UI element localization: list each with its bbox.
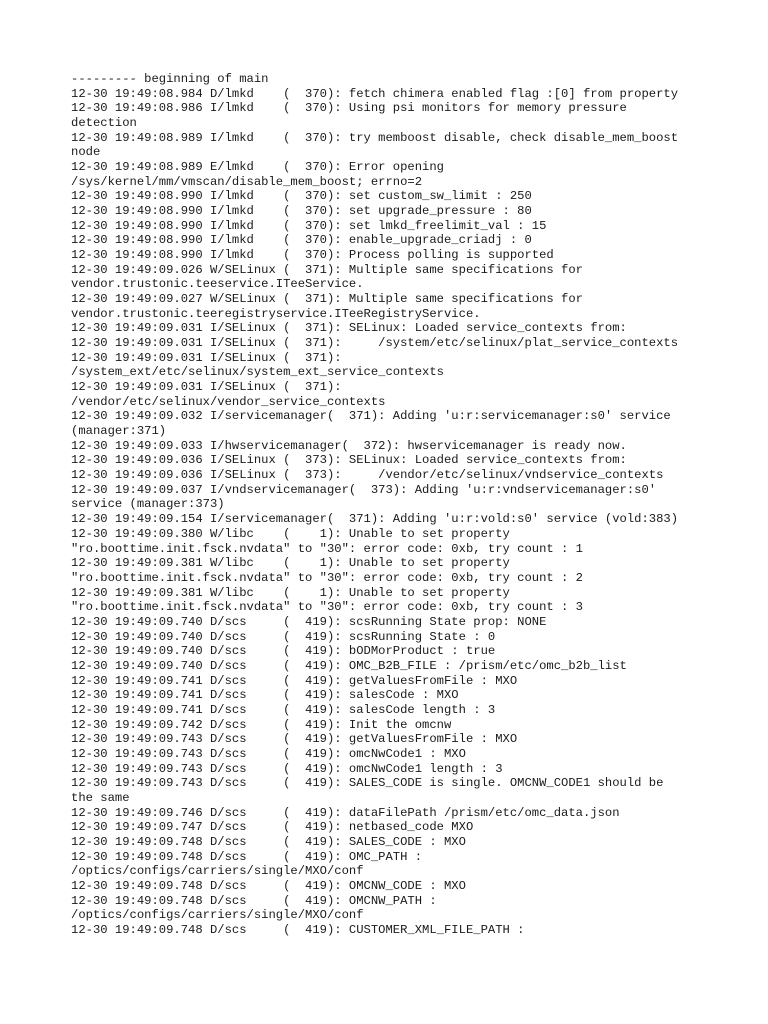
log-line: 12-30 19:49:09.036 I/SELinux ( 373): SELinux: Loaded service_contexts from: — [71, 453, 627, 468]
log-line: 12-30 19:49:09.742 D/scs ( 419): Init the omcnw — [71, 717, 452, 732]
log-line: 12-30 19:49:09.037 I/vndservicemanager( 373): Adding 'u:r:vndservicemanager:s0' — [71, 482, 657, 497]
log-text-block — [71, 72, 701, 938]
log-line: 12-30 19:49:09.026 W/SELinux ( 371): Multiple same specifications for — [71, 262, 583, 277]
log-line: 12-30 19:49:09.740 D/scs ( 419): OMC_B2B_FILE : /prism/etc/omc_b2b_list — [71, 658, 627, 673]
log-line: 12-30 19:49:09.748 D/scs ( 419): OMCNW_PATH : — [71, 893, 437, 908]
log-line: 12-30 19:49:08.990 I/lmkd ( 370): set custom_sw_limit : 250 — [71, 189, 532, 204]
log-line: 12-30 19:49:09.031 I/SELinux ( 371): — [71, 350, 342, 365]
log-line: 12-30 19:49:09.748 D/scs ( 419): OMC_PATH : — [71, 849, 423, 864]
log-line: 12-30 19:49:09.154 I/servicemanager( 371): Adding 'u:r:vold:s0' service (vold:383) — [71, 512, 679, 527]
log-line: 12-30 19:49:09.740 D/scs ( 419): bODMorProduct : true — [71, 644, 496, 659]
log-line: 12-30 19:49:09.381 W/libc ( 1): Unable to set property — [71, 556, 510, 571]
log-line: the same — [71, 790, 130, 805]
log-line: /system_ext/etc/selinux/system_ext_service_contexts — [71, 365, 444, 380]
log-line: 12-30 19:49:09.747 D/scs ( 419): netbased_code MXO — [71, 820, 474, 835]
log-line: 12-30 19:49:09.746 D/scs ( 419): dataFilePath /prism/etc/omc_data.json — [71, 805, 620, 820]
log-line: 12-30 19:49:08.989 I/lmkd ( 370): try memboost disable, check disable_mem_boost — [71, 130, 679, 145]
log-line: vendor.trustonic.teeservice.ITeeService. — [71, 277, 364, 292]
log-line: /optics/configs/carriers/single/MXO/conf — [71, 864, 364, 879]
log-line: 12-30 19:49:09.036 I/SELinux ( 373): /vendor/etc/selinux/vndservice_contexts — [71, 468, 664, 483]
log-line: 12-30 19:49:09.380 W/libc ( 1): Unable to set property — [71, 526, 510, 541]
log-line: 12-30 19:49:08.984 D/lmkd ( 370): fetch chimera enabled flag :[0] from property — [71, 86, 679, 101]
log-line: detection — [71, 116, 137, 131]
log-line: 12-30 19:49:09.740 D/scs ( 419): scsRunning State prop: NONE — [71, 614, 547, 629]
log-line: --------- beginning of main — [71, 72, 269, 86]
log-line: 12-30 19:49:08.986 I/lmkd ( 370): Using psi monitors for memory pressure — [71, 101, 627, 116]
log-line: (manager:371) — [71, 424, 167, 439]
log-line: 12-30 19:49:09.031 I/SELinux ( 371): SELinux: Loaded service_contexts from: — [71, 321, 627, 336]
log-line: 12-30 19:49:09.741 D/scs ( 419): salesCode length : 3 — [71, 702, 496, 717]
log-line: /vendor/etc/selinux/vendor_service_contexts — [71, 394, 386, 409]
log-line: node — [71, 145, 101, 160]
log-line: /sys/kernel/mm/vmscan/disable_mem_boost; errno=2 — [71, 174, 423, 189]
log-line: 12-30 19:49:09.381 W/libc ( 1): Unable to set property — [71, 585, 510, 600]
log-line: "ro.boottime.init.fsck.nvdata" to "30": error code: 0xb, try count : 1 — [71, 541, 583, 556]
log-line: service (manager:373) — [71, 497, 225, 512]
log-line: 12-30 19:49:09.743 D/scs ( 419): omcNwCode1 length : 3 — [71, 761, 503, 776]
log-line: 12-30 19:49:09.743 D/scs ( 419): SALES_CODE is single. OMCNW_CODE1 should be — [71, 776, 664, 791]
log-line: 12-30 19:49:09.748 D/scs ( 419): SALES_CODE : MXO — [71, 834, 466, 849]
log-line: vendor.trustonic.teeregistryservice.ITeeRegistryService. — [71, 306, 481, 321]
log-line: 12-30 19:49:08.990 I/lmkd ( 370): set upgrade_pressure : 80 — [71, 204, 532, 219]
log-line: 12-30 19:49:08.990 I/lmkd ( 370): enable_upgrade_criadj : 0 — [71, 233, 532, 248]
log-line: 12-30 19:49:09.743 D/scs ( 419): getValuesFromFile : MXO — [71, 732, 518, 747]
log-line: 12-30 19:49:09.741 D/scs ( 419): getValuesFromFile : MXO — [71, 673, 518, 688]
log-line: 12-30 19:49:09.748 D/scs ( 419): OMCNW_CODE : MXO — [71, 878, 466, 893]
log-line: 12-30 19:49:09.748 D/scs ( 419): CUSTOMER_XML_FILE_PATH : — [71, 922, 525, 937]
log-line: 12-30 19:49:09.743 D/scs ( 419): omcNwCode1 : MXO — [71, 746, 466, 761]
log-line: 12-30 19:49:09.031 I/SELinux ( 371): — [71, 380, 342, 395]
log-line: 12-30 19:49:09.033 I/hwservicemanager( 372): hwservicemanager is ready now. — [71, 438, 627, 453]
log-line: 12-30 19:49:09.032 I/servicemanager( 371): Adding 'u:r:servicemanager:s0' service — [71, 409, 671, 424]
log-line: 12-30 19:49:08.989 E/lmkd ( 370): Error opening — [71, 160, 444, 175]
log-line: 12-30 19:49:08.990 I/lmkd ( 370): set lmkd_freelimit_val : 15 — [71, 218, 547, 233]
log-line: 12-30 19:49:09.031 I/SELinux ( 371): /system/etc/selinux/plat_service_contexts — [71, 336, 679, 351]
log-line: "ro.boottime.init.fsck.nvdata" to "30": error code: 0xb, try count : 2 — [71, 570, 583, 585]
log-line: 12-30 19:49:09.741 D/scs ( 419): salesCode : MXO — [71, 688, 459, 703]
log-line: "ro.boottime.init.fsck.nvdata" to "30": error code: 0xb, try count : 3 — [71, 600, 583, 615]
log-line: 12-30 19:49:09.740 D/scs ( 419): scsRunning State : 0 — [71, 629, 496, 644]
log-line: 12-30 19:49:09.027 W/SELinux ( 371): Multiple same specifications for — [71, 292, 583, 307]
log-line: /optics/configs/carriers/single/MXO/conf — [71, 908, 364, 923]
log-line: 12-30 19:49:08.990 I/lmkd ( 370): Process polling is supported — [71, 248, 554, 263]
